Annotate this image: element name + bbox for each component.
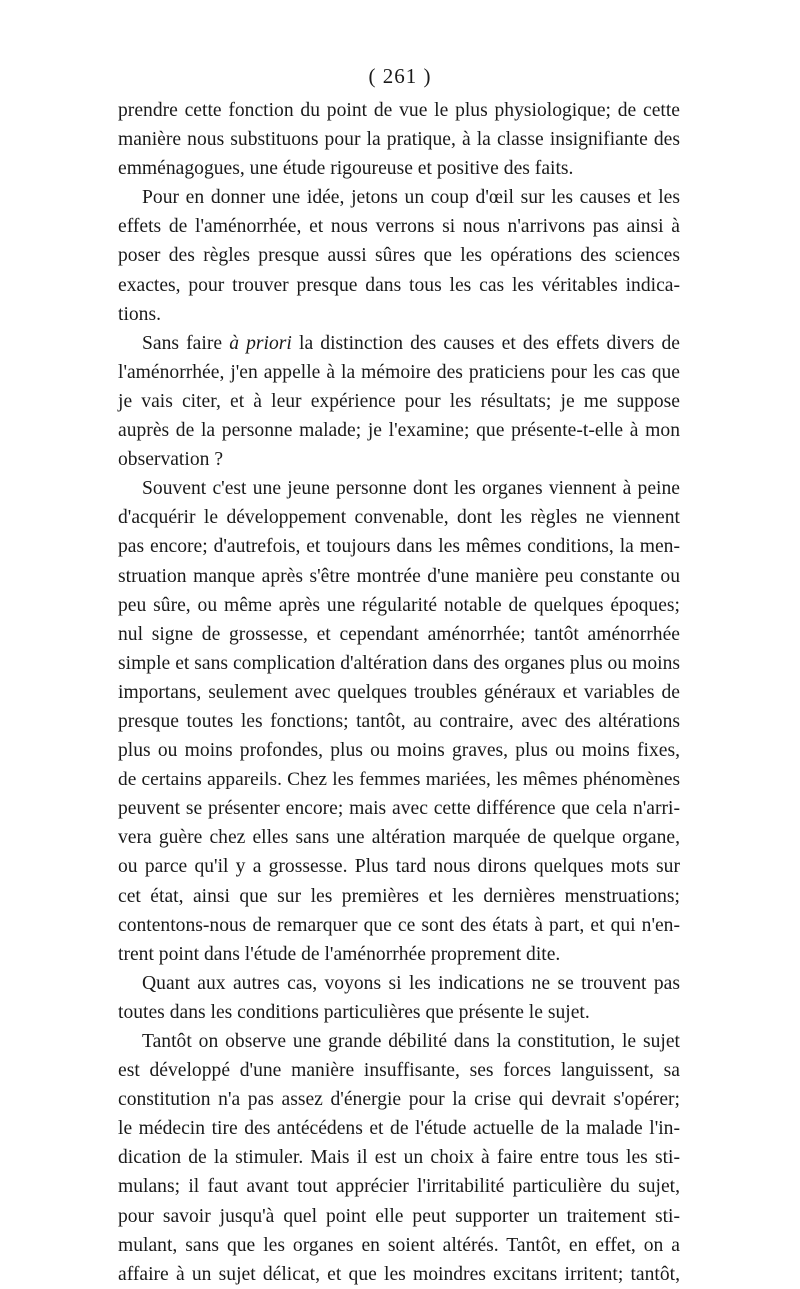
text-line: est développé d'une manière insuffisante, ses forces languissent, sa (118, 1060, 680, 1082)
text-line: contentons-nous de remarquer que ce sont des états à part, et qui n'en- (118, 914, 680, 936)
text-line: Quant aux autres cas, voyons si les indications ne se trouvent pas (142, 972, 680, 994)
text-line: mulant, sans que les organes en soient altérés. Tantôt, en effet, on a (118, 1234, 680, 1256)
text-line: poser des règles presque aussi sûres que les opérations des sciences (118, 245, 680, 267)
text-line: plus ou moins profondes, plus ou moins graves, plus ou moins fixes, (118, 740, 680, 762)
text-line: presque toutes les fonctions; tantôt, au contraire, avec des altérations (118, 710, 680, 732)
text-line: nul signe de grossesse, et cependant aménorrhée; tantôt aménorrhée (118, 623, 680, 645)
text-line: l'aménorrhée, j'en appelle à la mémoire des praticiens pour les cas que (118, 361, 680, 383)
text-line: Souvent c'est une jeune personne dont les organes viennent à peine (142, 478, 680, 500)
text-line: ou parce qu'il y a grossesse. Plus tard nous dirons quelques mots sur (118, 856, 680, 878)
text-line: peu sûre, ou même après une régularité notable de quelques époques; (118, 594, 680, 616)
text-line: struation manque après s'être montrée d'une manière peu constante ou (118, 565, 680, 587)
text-line: mulans; il faut avant tout apprécier l'irritabilité particulière du sujet, (118, 1176, 680, 1198)
text-line: Pour en donner une idée, jetons un coup d'œil sur les causes et les (142, 187, 680, 209)
text-line: Sans faire à priori la distinction des causes et des effets divers de (142, 332, 680, 354)
text-line: exactes, pour trouver presque dans tous les cas les véritables indica- (118, 274, 680, 296)
text-line: trent point dans l'étude de l'aménorrhée proprement dite. (118, 943, 561, 965)
text-line: observation ? (118, 449, 224, 471)
text-line: constitution n'a pas assez d'énergie pour la crise qui devrait s'opérer; (118, 1089, 680, 1111)
text-line: toutes dans les conditions particulières que présente le sujet. (118, 1001, 590, 1023)
text-line: tions. (118, 303, 162, 325)
text-line: effets de l'aménorrhée, et nous verrons si nous n'arrivons pas ainsi à (118, 216, 680, 238)
text-line: cet état, ainsi que sur les premières et les dernières menstruations; (118, 885, 680, 907)
text-line: d'acquérir le développement convenable, dont les règles ne viennent (118, 507, 680, 529)
text-line: le médecin tire des antécédens et de l'étude actuelle de la malade l'in- (118, 1118, 680, 1140)
text-line: affaire à un sujet délicat, et que les moindres excitans irritent; tantôt, (118, 1263, 680, 1285)
text-line: prendre cette fonction du point de vue le plus physiologique; de cette (118, 100, 680, 121)
text-line: importans, seulement avec quelques troubles généraux et variables de (118, 681, 680, 703)
text-line: Tantôt on observe une grande débilité dans la constitution, le sujet (142, 1031, 680, 1052)
body-text (118, 96, 680, 1289)
text-line: simple et sans complication d'altération dans des organes plus ou moins (118, 652, 680, 674)
page-number: ( 261 ) (368, 64, 432, 88)
text-line: pour savoir jusqu'à quel point elle peut supporter un traitement sti- (118, 1205, 680, 1227)
text-line: pas encore; d'autrefois, et toujours dans les mêmes conditions, la men- (118, 536, 680, 558)
text-line: dication de la stimuler. Mais il est un choix à faire entre tous les sti- (118, 1147, 680, 1169)
text-line: de certains appareils. Chez les femmes mariées, les mêmes phénomènes (118, 769, 680, 791)
text-line: auprès de la personne malade; je l'examine; que présente-t-elle à mon (118, 420, 680, 442)
text-line: emménagogues, une étude rigoureuse et positive des faits. (118, 158, 574, 180)
text-line: vera guère chez elles sans une altération marquée de quelque organe, (118, 827, 680, 849)
text-line: manière nous substituons pour la pratique, à la classe insignifiante des (118, 129, 680, 151)
text-line: peuvent se présenter encore; mais avec cette différence que cela n'arri- (118, 798, 680, 820)
text-line: je vais citer, et à leur expérience pour les résultats; je me suppose (118, 390, 680, 412)
